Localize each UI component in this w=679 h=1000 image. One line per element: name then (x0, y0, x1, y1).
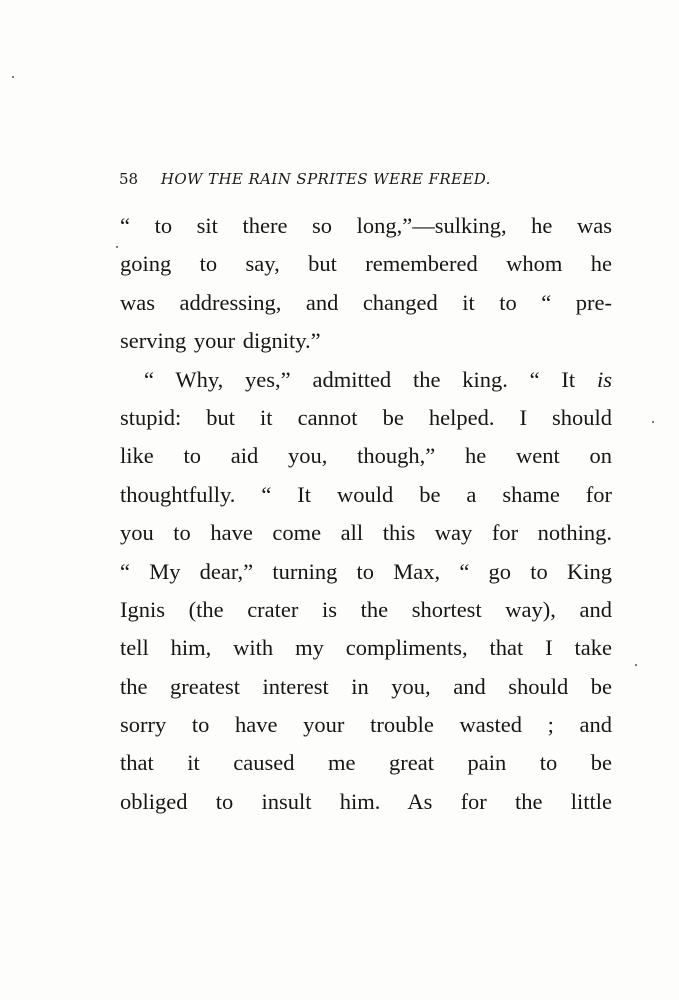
text-line: thoughtfully. “ It would be a shame for (120, 481, 612, 507)
text-line: that it caused me great pain to be (120, 750, 612, 776)
text-line: tell him, with my compliments, that I take (120, 635, 612, 661)
text-segment: “ Why, yes,” admitted the king. “ It (144, 366, 576, 392)
body-text (120, 207, 612, 821)
text-line: “ to sit there so long,”—sulking, he was (120, 213, 612, 238)
text-line: you to have come all this way for nothing. (120, 520, 612, 546)
scan-speck (635, 664, 637, 666)
page-number: 58 (119, 170, 139, 188)
text-line: like to aid you, though,” he went on (120, 443, 612, 469)
text-line: going to say, but remembered whom he (120, 251, 612, 277)
text-line: serving your dignity.” (120, 328, 321, 354)
scan-speck (116, 246, 118, 248)
scan-speck (12, 76, 14, 78)
text-line: sorry to have your trouble wasted ; and (120, 712, 612, 738)
text-line: stupid: but it cannot be helped. I should (120, 404, 612, 430)
text-line: Ignis (the crater is the shortest way), and (120, 596, 612, 622)
running-title: HOW THE RAIN SPRITES WERE FREED. (160, 170, 491, 188)
text-line-with-emphasis (120, 361, 612, 399)
text-line: was addressing, and changed it to “ pre- (120, 289, 612, 315)
text-line: “ My dear,” turning to Max, “ go to King (120, 558, 612, 584)
text-line: the greatest interest in you, and should be (120, 673, 612, 699)
emphasis-word: is (596, 366, 612, 392)
text-line: obliged to insult him. As for the little (120, 788, 612, 814)
running-head (119, 170, 579, 188)
scan-speck (652, 421, 654, 423)
